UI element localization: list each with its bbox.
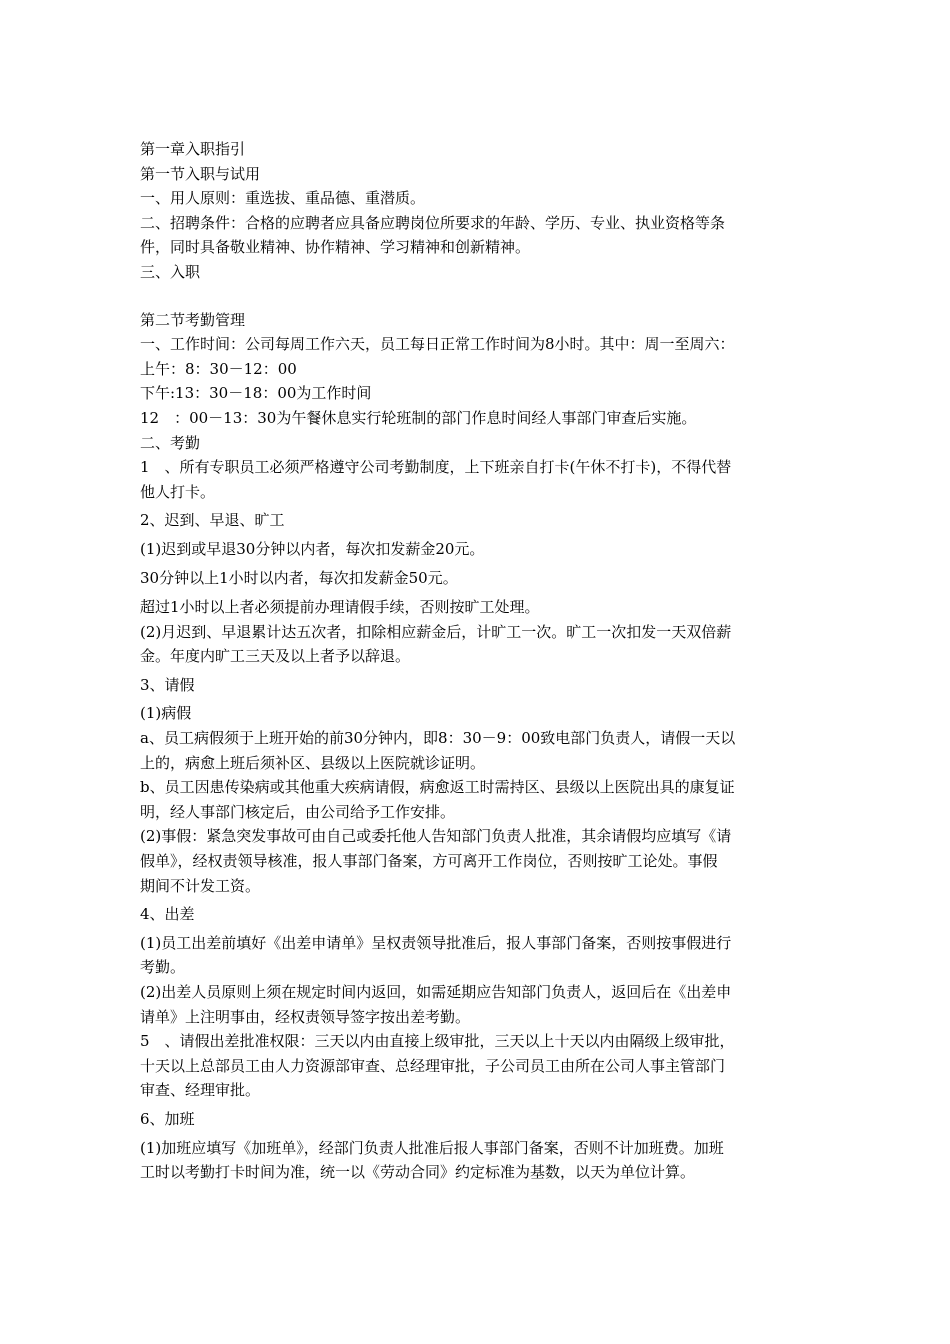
text-line: (2)月迟到、早退累计达五次者，扣除相应薪金后，计旷工一次。旷工一次扣发一天双倍薪 (140, 622, 732, 641)
text-line: 上午：8：30－12：00 (140, 359, 297, 378)
text-line: (1)加班应填写《加班单》，经部门负责人批准后报人事部门备案，否则不计加班费。加班 (140, 1138, 724, 1157)
text-line: 12 ：00－13：30为午餐休息实行轮班制的部门作息时间经人事部门审查后实施。 (140, 408, 697, 427)
section-title: 第二节考勤管理 (140, 310, 246, 329)
text-line: (1)病假 (140, 704, 192, 723)
text-line: 明，经人事部门核定后，由公司给予工作安排。 (140, 802, 456, 821)
chapter-title: 第一章入职指引 (140, 140, 246, 158)
text-line: 考勤。 (140, 958, 186, 977)
text-line: 金。年度内旷工三天及以上者予以辞退。 (140, 647, 411, 666)
text-line: 2、迟到、早退、旷工 (140, 511, 285, 530)
text-line: 件，同时具备敬业精神、协作精神、学习精神和创新精神。 (140, 238, 531, 257)
text-line: 5 、请假出差批准权限：三天以内由直接上级审批，三天以上十天以内由隔级上级审批， (140, 1032, 735, 1051)
text-line: 一、工作时间：公司每周工作六天，员工每日正常工作时间为8小时。其中：周一至周六： (140, 335, 735, 354)
text-line: b、员工因患传染病或其他重大疾病请假，病愈返工时需持区、县级以上医院出具的康复证 (140, 778, 735, 797)
text-line: a、员工病假须于上班开始的前30分钟内，即8：30－9：00致电部门负责人，请假一天以 (140, 729, 736, 748)
text-line: 三、入职 (140, 262, 201, 281)
text-line: 二、考勤 (140, 433, 201, 452)
text-line: 6、加班 (140, 1109, 195, 1128)
text-line: 超过1小时以上者必须提前办理请假手续，否则按旷工处理。 (140, 598, 540, 617)
text-line: (1)迟到或早退30分钟以内者，每次扣发薪金20元。 (140, 539, 485, 558)
text-line: 工时以考勤打卡时间为准，统一以《劳动合同》约定标准为基数，以天为单位计算。 (140, 1163, 696, 1182)
text-line: 二、招聘条件：合格的应聘者应具备应聘岗位所要求的年龄、学历、专业、执业资格等条 (140, 213, 726, 232)
text-line: 十天以上总部员工由人力资源部审查、总经理审批，子公司员工由所在公司人事主管部门 (140, 1056, 726, 1075)
text-line: 下午:13：30－18：00为工作时间 (140, 384, 372, 403)
text-line: 期间不计发工资。 (140, 876, 261, 895)
text-line: 4、出差 (140, 905, 195, 924)
text-line: 审查、经理审批。 (140, 1081, 261, 1100)
text-line: 1 、所有专职员工必须严格遵守公司考勤制度，上下班亲自打卡(午休不打卡)，不得代替 (140, 458, 732, 477)
text-line: 一、用人原则：重选拔、重品德、重潜质。 (140, 189, 426, 208)
text-line: 他人打卡。 (140, 482, 216, 501)
text-line: (1)员工出差前填好《出差申请单》呈权责领导批准后，报人事部门备案，否则按事假进行 (140, 933, 732, 952)
text-line: 请单》上注明事由，经权责领导签字按出差考勤。 (140, 1007, 471, 1026)
text-line: (2)事假：紧急突发事故可由自己或委托他人告知部门负责人批准，其余请假均应填写《请 (140, 827, 732, 846)
text-line: 3、请假 (140, 675, 195, 694)
text-line: 30分钟以上1小时以内者，每次扣发薪金50元。 (140, 568, 458, 587)
document-page (140, 137, 816, 1185)
text-line: 上的，病愈上班后须补区、县级以上医院就诊证明。 (140, 753, 486, 772)
text-line: (2)出差人员原则上须在规定时间内返回，如需延期应告知部门负责人，返回后在《出差申 (140, 983, 732, 1001)
section-title: 第一节入职与试用 (140, 164, 261, 183)
text-line: 假单》，经权责领导核准，报人事部门备案，方可离开工作岗位，否则按旷工论处。事假 (140, 852, 718, 871)
